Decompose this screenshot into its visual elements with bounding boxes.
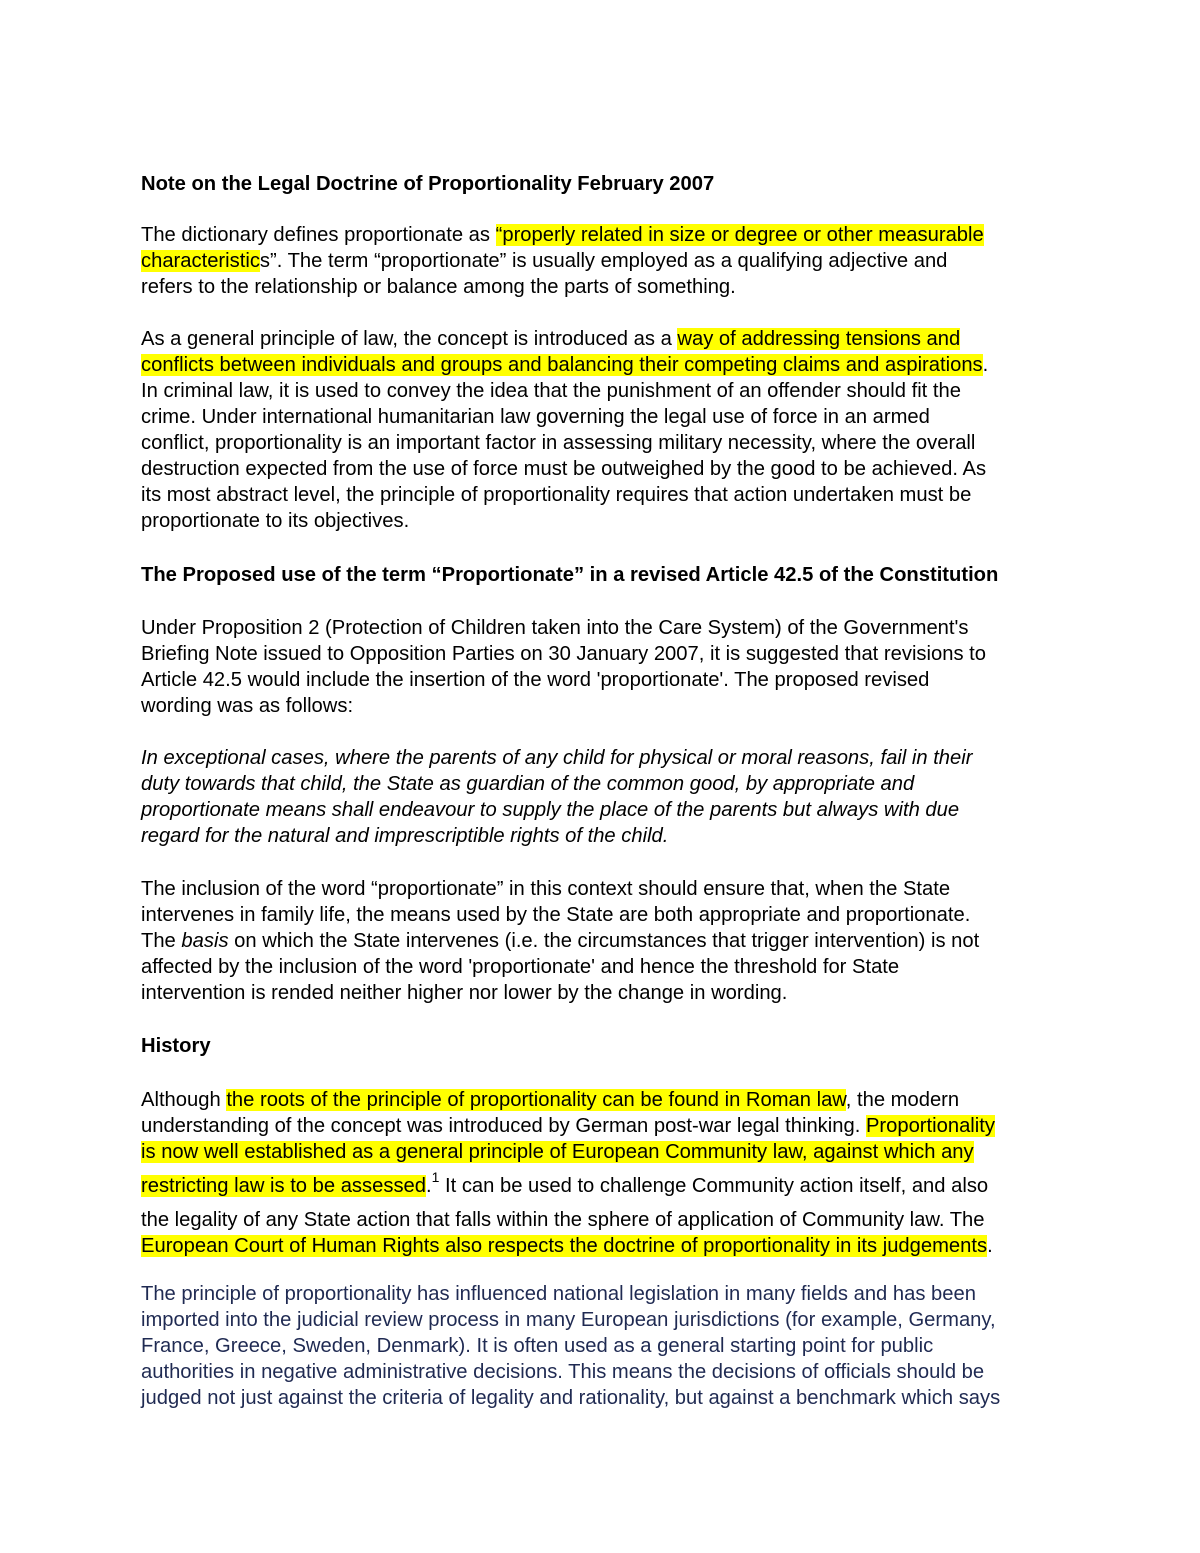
section-heading-proposed-use: The Proposed use of the term “Proportionate” in a revised Article 42.5 of the Constitution [141, 564, 999, 586]
highlight: way of addressing tensions and [677, 328, 961, 350]
paragraph-general-principle: As a general principle of law, the concept is introduced as a way of addressing tensions and conflicts between individuals and groups and balancing their competing claims and aspirations. In criminal law, it is used to convey the idea that the punishment of an offender should fit the crime. Under international humanitarian law governing the legal use of force in an armed conflict, proportionality is an important factor in assessing military necessity, where the overall destruction expected from the use of force must be outweighed by the good to be achieved. As its most abstract level, the principle of proportionality requires that action undertaken must be proportionate to its objectives. [141, 328, 989, 532]
highlight: characteristic [141, 250, 260, 272]
paragraph-history: Although the roots of the principle of proportionality can be found in Roman law, the modern understanding of the concept was introduced by German post-war legal thinking. Proportionality is now well established as a general principle of European Community law, against which any restricting law is to be assessed.$^1$ It can be used to challenge Community action itself, and also the legality of any State action that falls within the sphere of application of Community law. The European Court of Human Rights also respects the doctrine of proportionality in its judgements. [141, 1089, 995, 1257]
highlight: Proportionality [865, 1115, 995, 1137]
highlight: restricting law is to be assessed [141, 1175, 426, 1197]
paragraph-inclusion: The inclusion of the word “proportionate” in this context should ensure that, when the State intervenes in family life, the means used by the State are both appropriate and proportionate. The basis on which the State intervenes (i.e. the circumstances that trigger intervention) is not affected by the inclusion of the word 'proportionate' and hence the threshold for State intervention is rended neither higher nor lower by the change in wording. [141, 878, 980, 1004]
paragraph-influence: The principle of proportionality has influenced national legislation in many fields and has been imported into the judicial review process in many European jurisdictions (for example, Germany, France, Greece, Sweden, Denmark). It is often used as a general starting point for public authorities in negative administrative decisions. This means the decisions of officials should be judged not just against the criteria of legality and rationality, but against a benchmark which says [141, 1283, 1001, 1409]
paragraph-definition: The dictionary defines proportionate as “properly related in size or degree or other measurable characteristics”. The term “proportionate” is usually employed as a qualifying adjective and refers to the relationship or balance among the parts of something. [141, 224, 984, 298]
highlight: “properly related in size or degree or other measurable [495, 224, 984, 246]
footnote-marker[interactable]: 1 [431, 1169, 440, 1185]
paragraph-proposition: Under Proposition 2 (Protection of Children taken into the Care System) of the Government's Briefing Note issued to Opposition Parties on 30 January 2007, it is suggested that revisions to Article 42.5 would include the insertion of the word 'proportionate'. The proposed revised wording was as follows: [141, 617, 986, 717]
section-heading-history: History [141, 1035, 211, 1057]
document-title: Note on the Legal Doctrine of Proportionality February 2007 [141, 173, 715, 195]
highlight: the roots of the principle of proportionality can be found in Roman law [226, 1089, 846, 1111]
highlight: conflicts between individuals and groups and balancing their competing claims and aspirations [141, 354, 983, 376]
quoted-wording: In exceptional cases, where the parents of any child for physical or moral reasons, fail in their duty towards that child, the State as guardian of the common good, by appropriate and proportionate means shall endeavour to supply the place of the parents but always with due regard for the natural and imprescriptible rights of the child. [141, 747, 973, 847]
highlight: European Court of Human Rights also respects the doctrine of proportionality in its judgements [141, 1235, 988, 1257]
highlight: is now well established as a general principle of European Community law, against which any [141, 1141, 974, 1163]
